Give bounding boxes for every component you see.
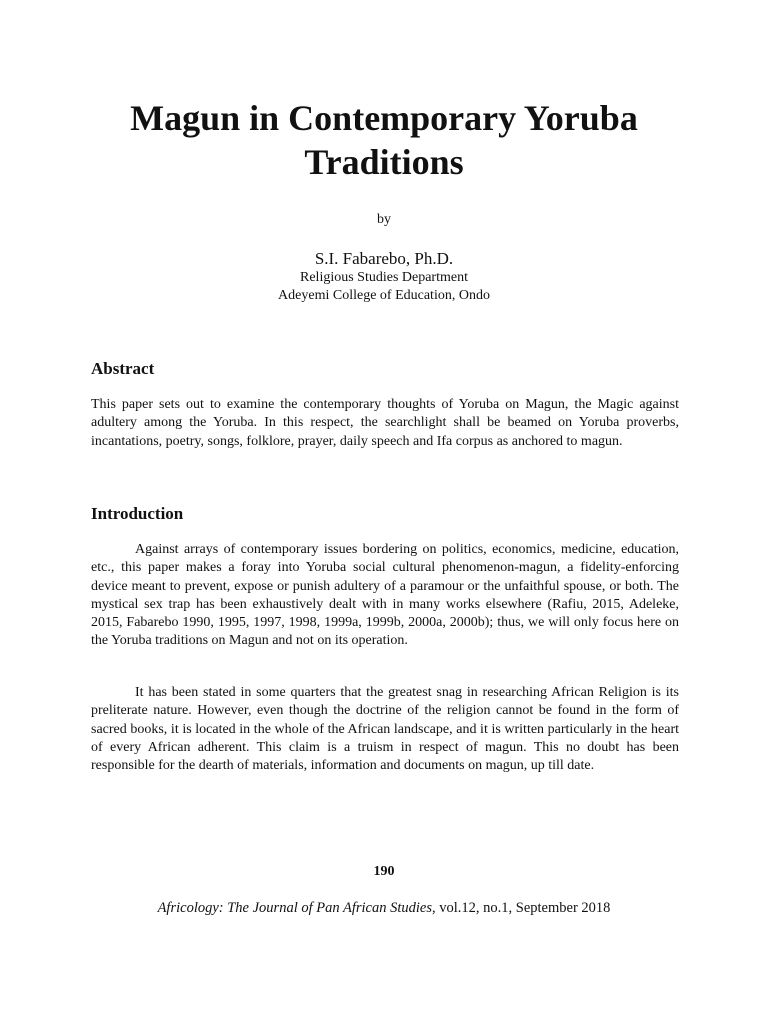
author-institution: Adeyemi College of Education, Ondo (278, 288, 490, 303)
author-name: S.I. Fabarebo, Ph.D. (314, 249, 454, 268)
introduction-paragraph-2: It has been stated in some quarters that the greatest snag in researching African Religion is its preliterate nature. However, even though the doctrine of the religion cannot be found in the form of sacred books, it is located in the whole of the African landscape, and it is written particularly in the heart of every African adherent. This claim is a truism in respect of magun. This no doubt has been responsible for the dearth of materials, information and documents on magun, up till date. (91, 685, 679, 774)
paper-title (60, 96, 708, 184)
abstract-text: This paper sets out to examine the contemporary thoughts of Yoruba on Magun, the Magic against adultery among the Yoruba. In this respect, the searchlight shall be beamed on Yoruba proverbs, incantations, poetry, songs, folklore, prayer, daily speech and Ifa corpus as anchored to magun. (91, 397, 679, 449)
author-department: Religious Studies Department (300, 270, 468, 285)
journal-name: Africology: The Journal of Pan African Studies (157, 900, 432, 916)
byline-label: by (377, 212, 391, 227)
paper-title-line-1: Magun in Contemporary Yoruba (130, 98, 638, 138)
abstract-heading: Abstract (91, 359, 155, 378)
paper-title-line-2: Traditions (304, 142, 464, 182)
page-number: 190 (373, 864, 395, 879)
journal-footer (0, 899, 768, 917)
introduction-heading: Introduction (91, 504, 184, 523)
introduction-paragraph-1: Against arrays of contemporary issues bordering on politics, economics, medicine, education, etc., this paper makes a foray into Yoruba social cultural phenomenon-magun, a fidelity-enforcing device meant to prevent, expose or punish adultery of a paramour or the unfaithful spouse, or both. The mystical sex trap has been exhaustively dealt with in many works elsewhere (Rafiu, 2015, Adeleke, 2015, Fabarebo 1990, 1995, 1997, 1998, 1999a, 1999b, 2000a, 2000b); thus, we will only focus here on the Yoruba traditions on Magun and not on its operation. (91, 542, 679, 649)
journal-citation: , vol.12, no.1, September 2018 (431, 900, 611, 916)
